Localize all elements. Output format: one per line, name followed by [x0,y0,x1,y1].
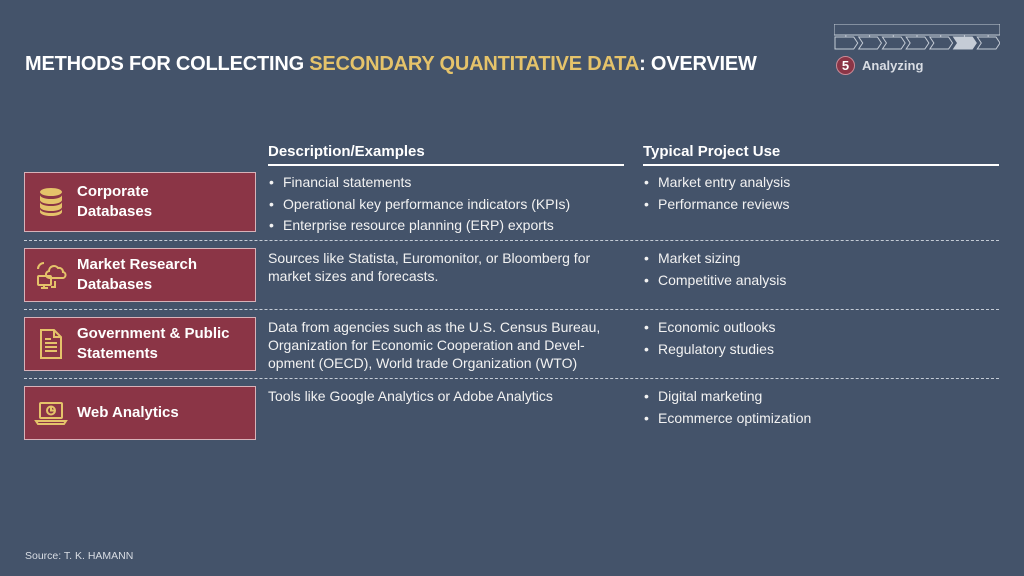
progress-chevron [930,37,953,49]
method-name: Corporate Databases [77,183,153,220]
description-government-public-statements: Data from agencies such as the U.S. Census Bureau, Organization for Economic Cooperation and Devel-opment (OECD), World trade Organization (WTO) [268,319,601,371]
method-name: Web Analytics [77,404,179,421]
method-box-corporate-databases [24,172,256,232]
method-name: Government & Public Statements [77,325,230,362]
description-web-analytics: Tools like Google Analytics or Adobe Analytics [268,388,553,404]
title-highlight: SECONDARY QUANTITATIVE DATA [309,53,640,75]
laptop-analytics-icon [25,400,77,426]
list-item: • Enterprise resource planning (ERP) exports [268,216,628,234]
phase-indicator [836,56,923,75]
row-divider [24,309,999,310]
progress-chevron [977,37,1000,49]
progress-chevron [882,37,905,49]
cloud-computer-icon [25,259,77,291]
list-item: • Competitive analysis [643,271,998,289]
list-item: • Digital marketing [643,387,998,405]
list-item: • Economic outlooks [643,318,998,336]
progress-chevrons [835,35,1000,49]
document-icon [25,328,77,360]
description-corporate-databases [268,173,628,238]
title-part-2: : OVERVIEW [639,53,757,75]
progress-chevron [906,37,929,49]
row-divider [24,378,999,379]
use-web-analytics [643,387,998,430]
use-corporate-databases [643,173,998,216]
list-item: • Ecommerce optimization [643,409,998,427]
title-part-1: METHODS FOR COLLECTING [25,53,310,75]
database-icon [25,187,77,217]
progress-track-top [834,24,1000,35]
list-item: • Operational key performance indicators (KPIs) [268,195,628,213]
phase-number-badge: 5 [836,56,855,75]
method-box-market-research-databases [24,248,256,302]
progress-chevron [835,37,858,49]
method-box-web-analytics [24,386,256,440]
list-item: • Market entry analysis [643,173,998,191]
column-header-use: Typical Project Use [643,143,999,166]
use-government-public-statements [643,318,998,361]
progress-chevron [954,37,977,49]
method-name: Market Research Databases [77,256,198,293]
page-title [25,53,757,76]
list-item: • Market sizing [643,249,998,267]
process-progress-indicator [834,24,1000,51]
column-header-description: Description/Examples [268,143,624,166]
list-item: • Financial statements [268,173,628,191]
use-market-research-databases [643,249,998,292]
method-box-government-public-statements [24,317,256,371]
progress-chevron [859,37,882,49]
phase-label: Analyzing [862,58,924,73]
list-item: • Regulatory studies [643,340,998,358]
row-divider [24,240,999,241]
list-item: • Performance reviews [643,195,998,213]
source-note: Source: T. K. HAMANN [25,550,134,562]
description-market-research-databases: Sources like Statista, Euromonitor, or Bloomberg for market sizes and forecasts. [268,250,591,284]
